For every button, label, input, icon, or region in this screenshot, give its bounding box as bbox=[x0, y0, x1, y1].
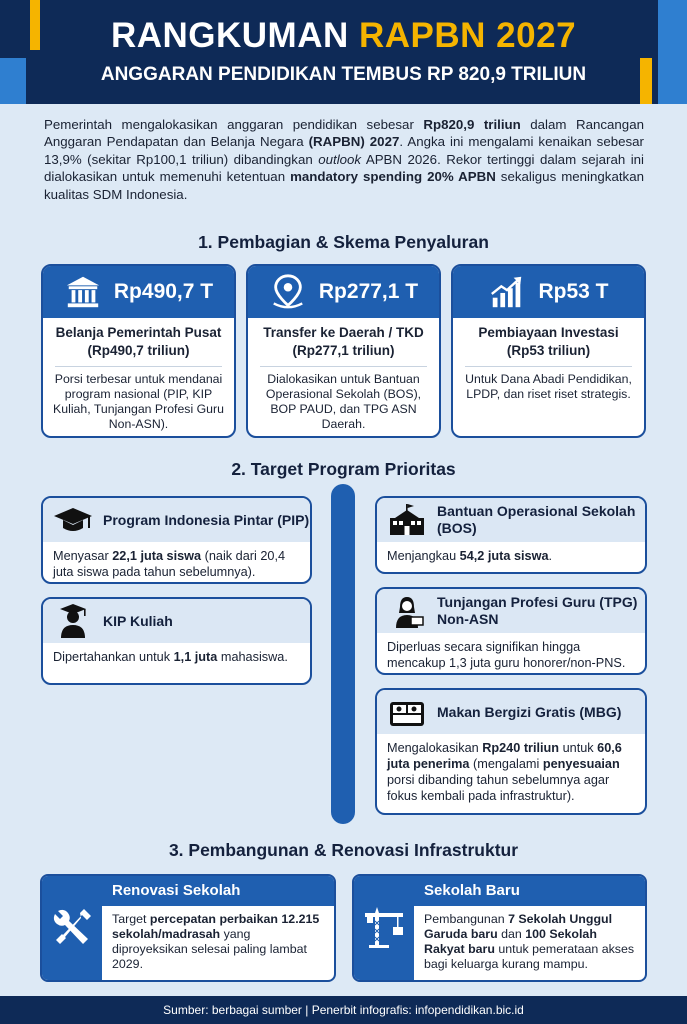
program-card-pip bbox=[41, 496, 312, 584]
program-card-bos bbox=[375, 496, 647, 574]
allocation-description: Porsi terbesar untuk mendanai program nasional (PIP, KIP Kuliah, Tunjangan Profesi Guru Non-ASN). bbox=[53, 372, 224, 431]
infrastructure-card-renovasi bbox=[40, 874, 336, 982]
allocation-amount: Rp277,1 T bbox=[318, 280, 419, 303]
infrastructure-icon-box bbox=[42, 876, 102, 980]
allocation-name: Transfer ke Daerah / TKD (Rp277,1 triliun) bbox=[263, 325, 424, 358]
program-card-head bbox=[43, 599, 310, 643]
allocation-amount: Rp53 T bbox=[538, 280, 609, 303]
allocation-name: Belanja Pemerintah Pusat (Rp490,7 triliun) bbox=[55, 325, 222, 358]
allocation-card-pusat bbox=[41, 264, 236, 438]
page-subtitle: ANGGARAN PENDIDIKAN TEMBUS RP 820,9 TRILIUN bbox=[100, 64, 587, 85]
program-title: Bantuan Operasional Sekolah (BOS) bbox=[437, 503, 636, 536]
program-description: Menyasar 22,1 juta siswa (naik dari 20,4 juta siswa pada tahun sebelumnya). bbox=[53, 549, 286, 579]
header-banner bbox=[0, 0, 687, 104]
program-description: Diperluas secara signifikan hingga mencakup 1,3 juta guru honorer/non-PNS. bbox=[387, 640, 626, 670]
program-card-head bbox=[377, 498, 645, 542]
graduation-cap-icon bbox=[53, 502, 93, 538]
allocation-card-head bbox=[248, 266, 439, 318]
school-building-icon bbox=[387, 502, 427, 538]
program-description: Dipertahankan untuk 1,1 juta mahasiswa. bbox=[53, 650, 288, 664]
timeline-trunk bbox=[331, 484, 355, 824]
program-description: Mengalokasikan Rp240 triliun untuk 60,6 juta penerima (mengalami penyesuaian porsi dibanding tahun sebelumnya agar fokus kembali pada infrastruktur). bbox=[387, 741, 622, 803]
infrastructure-description: Pembangunan 7 Sekolah Unggul Garuda baru dan 100 Sekolah Rakyat baru untuk pemerataan akses bagi keluarga kurang mampu. bbox=[424, 912, 635, 971]
construction-crane-icon bbox=[361, 905, 407, 951]
growth-chart-icon bbox=[488, 273, 526, 311]
allocation-card-head bbox=[453, 266, 644, 318]
program-title: Program Indonesia Pintar (PIP) bbox=[103, 511, 310, 528]
divider bbox=[260, 366, 427, 367]
teacher-icon bbox=[387, 593, 427, 629]
program-title: Tunjangan Profesi Guru (TPG) Non-ASN bbox=[437, 594, 638, 627]
divider bbox=[55, 366, 222, 367]
program-card-mbg bbox=[375, 688, 647, 815]
footer-source: Sumber: berbagai sumber | Penerbit infografis: infopendidikan.bic.id bbox=[0, 996, 687, 1024]
program-card-head bbox=[43, 498, 310, 542]
page-title: RANGKUMAN RAPBN 2027 bbox=[110, 16, 577, 55]
location-pin-icon bbox=[269, 273, 307, 311]
allocation-card-investasi bbox=[451, 264, 646, 438]
allocation-name: Pembiayaan Investasi (Rp53 triliun) bbox=[478, 325, 619, 358]
infrastructure-description: Target percepatan perbaikan 12.215 sekolah/madrasah yang diproyeksikan selesai paling lambat 2029. bbox=[112, 912, 320, 971]
allocation-description: Dialokasikan untuk Bantuan Operasional Sekolah (BOS), BOP PAUD, dan TPG ASN Daerah. bbox=[265, 372, 422, 431]
allocation-card-tkd bbox=[246, 264, 441, 438]
program-title: KIP Kuliah bbox=[103, 612, 173, 629]
program-card-tpg bbox=[375, 587, 647, 675]
program-description: Menjangkau 54,2 juta siswa. bbox=[387, 549, 553, 563]
tools-icon bbox=[49, 905, 95, 951]
program-card-kip bbox=[41, 597, 312, 685]
student-icon bbox=[53, 603, 93, 639]
infrastructure-card-baru bbox=[352, 874, 647, 982]
section-2-title: 2. Target Program Prioritas bbox=[231, 459, 456, 479]
program-title: Makan Bergizi Gratis (MBG) bbox=[437, 703, 622, 720]
program-card-head bbox=[377, 690, 645, 734]
intro-paragraph: Pemerintah mengalokasikan anggaran pendidikan sebesar Rp820,9 triliun dalam Rancangan Anggaran Pendapatan dan Belanja Negara (RAPBN) 2027. Angka ini mengalami kenaikan sebesar 13,9% (sekitar Rp100,1 triliun) dibandingkan outlook APBN 2026. Rekor tertinggi dalam sejarah ini dialokasikan untuk memenuhi ketentuan mandatory spending 20% APBN sekaligus meningkatkan kualitas SDM Indonesia. bbox=[44, 117, 644, 202]
infrastructure-title: Renovasi Sekolah bbox=[102, 876, 334, 906]
allocation-description: Untuk Dana Abadi Pendidikan, LPDP, dan riset riset strategis. bbox=[465, 372, 632, 401]
lunch-box-icon bbox=[387, 694, 427, 730]
section-1-title: 1. Pembagian & Skema Penyaluran bbox=[198, 232, 489, 252]
infrastructure-icon-box bbox=[354, 876, 414, 980]
divider bbox=[465, 366, 632, 367]
infrastructure-title: Sekolah Baru bbox=[414, 876, 645, 906]
government-building-icon bbox=[64, 273, 102, 311]
program-card-head bbox=[377, 589, 645, 633]
allocation-card-head bbox=[43, 266, 234, 318]
allocation-amount: Rp490,7 T bbox=[113, 280, 214, 303]
section-3-title: 3. Pembangunan & Renovasi Infrastruktur bbox=[168, 840, 519, 860]
